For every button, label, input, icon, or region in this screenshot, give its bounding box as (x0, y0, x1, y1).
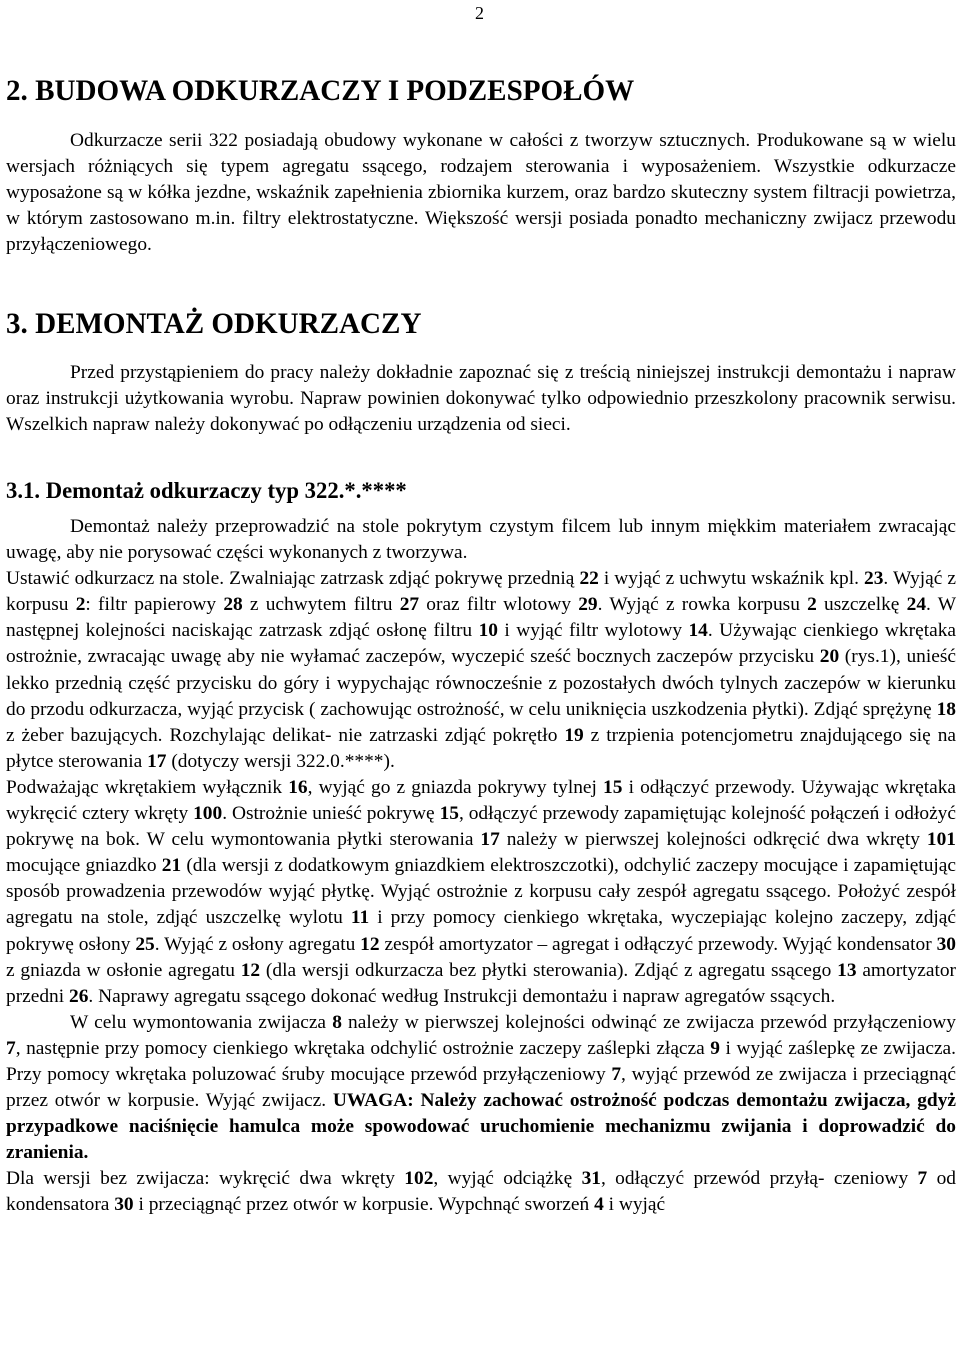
text-run: . Ostrożnie unieść pokrywę (222, 803, 440, 825)
text-run: zespół amortyzator – agregat i odłączyć przewody. Wyjąć kondensator (379, 933, 937, 955)
part-number: 16 (288, 776, 308, 798)
part-number: 19 (564, 724, 584, 746)
text-run: z gniazda w osłonie agregatu (6, 959, 241, 981)
part-number: 12 (360, 933, 380, 955)
paragraph-disassembly-front (6, 566, 956, 775)
section-3-body (6, 360, 956, 438)
part-number: 14 (688, 620, 708, 642)
text-run: i wyjąć z uchwytu wskaźnik kpl. (598, 568, 865, 590)
text-run: Podważając wkrętakiem wyłącznik (6, 776, 289, 798)
part-number: 21 (161, 855, 182, 877)
part-number: 25 (135, 933, 155, 955)
text-run: . Używając cienkiego wkrętaka ostrożnie, zwracając uwagę aby nie wyłamać zaczepów, wyczepić sześć bocznych zaczepów przycisku (6, 620, 956, 668)
part-number: 4 (594, 1194, 604, 1216)
text-run: należy w pierwszej kolejności odwinąć ze zwijacza przewód przyłączeniowy (341, 1011, 956, 1033)
section-3-heading: 3. DEMONTAŻ ODKURZACZY (6, 308, 422, 340)
paragraph-no-reel (6, 1166, 956, 1218)
part-number: 7 (917, 1168, 928, 1190)
part-number: 27 (399, 594, 420, 616)
part-number: 20 (819, 646, 840, 668)
part-number: 2 (807, 594, 817, 616)
section-3-1-heading: 3.1. Demontaż odkurzaczy typ 322.*.**** (6, 478, 407, 503)
part-number: 10 (478, 620, 498, 642)
part-number: 13 (837, 959, 857, 981)
text-run: , odłączyć przewody zapamiętując kolejność połączeń i odłożyć pokrywę na bok. W celu wymontowania płytki sterowania (6, 803, 956, 851)
section-2-body (6, 128, 956, 258)
part-number: 18 (936, 698, 956, 720)
text-run: , odłączyć przewód przyłą- czeniowy (600, 1168, 918, 1190)
text-run: z trzpienia potencjometru znajdującego się na płytce sterowania (6, 724, 956, 772)
part-number: 12 (240, 959, 261, 981)
text-run: i wyjąć filtr wylotowy (497, 620, 689, 642)
paragraph-disassembly-rear (6, 775, 956, 1010)
part-number: 28 (223, 594, 243, 616)
text-run: i wyjąć (603, 1194, 666, 1216)
text-run: W celu wymontowania zwijacza (70, 1011, 333, 1033)
text-run: należy w pierwszej kolejności odkręcić dwa wkręty (499, 829, 927, 851)
part-number: 9 (710, 1037, 720, 1059)
part-number: 17 (147, 750, 167, 772)
part-number: 8 (332, 1011, 342, 1033)
part-number: 24 (906, 594, 927, 616)
text-run: amortyzator przedni (6, 959, 957, 1007)
part-number: 29 (578, 594, 598, 616)
text-run: (rys.1), unieść lekko przednią część przycisku do góry i wypychając równocześnie z pozostałych dwóch tylnych zaczepów w kierunku do przodu odkurzacza, wyjąć przycisk ( zachowując ostrożność, w celu uniknięcia uszkodzenia płytki). Zdjąć sprężynę (6, 646, 956, 720)
part-number: 11 (350, 907, 370, 929)
part-number: 7 (6, 1037, 16, 1059)
page-number: 2 (475, 3, 484, 23)
text-run: (dla wersji z dodatkowym gniazdkiem elektroszczotki), odchylić zaczepy mocujące i zapamiętując sposób prowadzenia przewodów wyjąć płytkę. Wyjąć ostrożnie z korpusu cały zespół agregatu ssącego. Położyć zespół agregatu na stole, zdjąć uszczelkę wylotu (6, 855, 956, 929)
part-number: 23 (864, 568, 884, 590)
text-run: . W następnej kolejności naciskając zatrzask zdjąć osłonę filtru (6, 594, 957, 642)
text-run: . Wyjąć z osłony agregatu (154, 933, 361, 955)
text-run: . Naprawy agregatu ssącego dokonać według Instrukcji demontażu i napraw agregatów ssących. (88, 985, 836, 1007)
part-number: 30 (936, 933, 956, 955)
part-number: 15 (603, 776, 623, 798)
text-run: . Wyjąć z rowka korpusu (597, 594, 808, 616)
section-2-heading: 2. BUDOWA ODKURZACZY I PODZESPOŁÓW (6, 75, 635, 107)
part-number: 102 (404, 1168, 434, 1190)
text-run: i przy pomocy cienkiego wkrętaka, wyczepiając kolejno zaczepy, zdjąć pokrywę osłony (6, 907, 957, 955)
part-number: 22 (579, 568, 599, 590)
text-run: Ustawić odkurzacz na stole. Zwalniając zatrzask zdjąć pokrywę przednią (6, 568, 580, 590)
paragraph-cord-reel (6, 1010, 956, 1167)
text-run: , następnie przy pomocy cienkiego wkrętaka odchylić ostrożnie zaczepy zaślepki złącza (15, 1037, 711, 1059)
part-number: 31 (581, 1168, 601, 1190)
text-run: od kondensatora (6, 1168, 956, 1216)
text-run: , wyjąć przewód ze zwijacza i przeciągnąć przez otwór w korpusie. Wyjąć zwijacz. (6, 1063, 956, 1112)
paragraph-intro: Demontaż należy przeprowadzić na stole pokrytym czystym filcem lub innym miękkim materiałem zwracając uwagę, aby nie porysować części wykonanych z tworzywa. (6, 516, 956, 564)
section-2-paragraph: Odkurzacze serii 322 posiadają obudowy wykonane w całości z tworzyw sztucznych. Produkowane są w wielu wersjach różniących się typem agregatu ssącego, rodzajem sterowania i wyposażeniem. Wszystkie odkurzacze wyposażone są w kółka jezdne, wskaźnik zapełnienia zbiornika kurzem, oraz bardzo skuteczny system filtracji powietrza, w którym zastosowano m.in. filtry elektrostatyczne. Większość wersji posiada ponadto mechaniczny zwijacz przewodu przyłączeniowego. (6, 130, 956, 256)
text-run: mocujące gniazdko (6, 855, 162, 877)
text-run: oraz filtr wlotowy (419, 594, 579, 616)
section-3-paragraph: Przed przystąpieniem do pracy należy dokładnie zapoznać się z treścią niniejszej instrukcji demontażu i napraw oraz instrukcji użytkowania wyrobu. Napraw powinien dokonywać tylko odpowiednio przeszkolony pracownik serwisu. Wszelkich napraw należy dokonywać po odłączeniu urządzenia od sieci. (6, 362, 956, 436)
text-run: uszczelkę (816, 594, 907, 616)
part-number: 2 (75, 594, 86, 616)
part-number: 30 (114, 1194, 134, 1216)
text-run: i przeciągnąć przez otwór w korpusie. Wypchnąć sworzeń (133, 1194, 595, 1216)
part-number: 100 (193, 803, 223, 825)
text-run: z żeber bazujących. Rozchylając delikat- nie zatrzaski zdjąć pokrętło (6, 724, 565, 746)
part-number: 26 (69, 985, 89, 1007)
part-number: 101 (926, 829, 956, 851)
text-run: . Wyjąć z korpusu (6, 568, 957, 616)
part-number: UWAGA: Należy zachować ostrożność podczas demontażu zwijacza, gdyż przypadkowe naciśnięcie hamulca może spowodować uruchomienie mechanizmu zwijania i doprowadzić do zranienia. (6, 1090, 956, 1164)
text-run: (dla wersji odkurzacza bez płytki sterowania). Zdjąć z agregatu ssącego (260, 959, 838, 981)
text-run: z uchwytem filtru (242, 594, 400, 616)
part-number: 17 (480, 829, 500, 851)
part-number: 7 (611, 1063, 622, 1085)
text-run: : filtr papierowy (85, 594, 224, 616)
text-run: i wyjąć zaślepkę ze zwijacza. Przy pomocy wkrętaka poluzować śruby mocujące przewód przyłączeniowy (6, 1037, 957, 1085)
text-run: i odłączyć przewody. Używając wkrętaka wykręcić cztery wkręty (6, 776, 956, 825)
text-run: , wyjąć odciążkę (433, 1168, 582, 1190)
section-3-1-body (6, 514, 956, 1219)
part-number: 15 (439, 803, 459, 825)
text-run: (dotyczy wersji 322.0.****). (166, 750, 395, 772)
text-run: , wyjąć go z gniazda pokrywy tylnej (307, 776, 604, 798)
text-run: Dla wersji bez zwijacza: wykręcić dwa wkręty (6, 1168, 405, 1190)
